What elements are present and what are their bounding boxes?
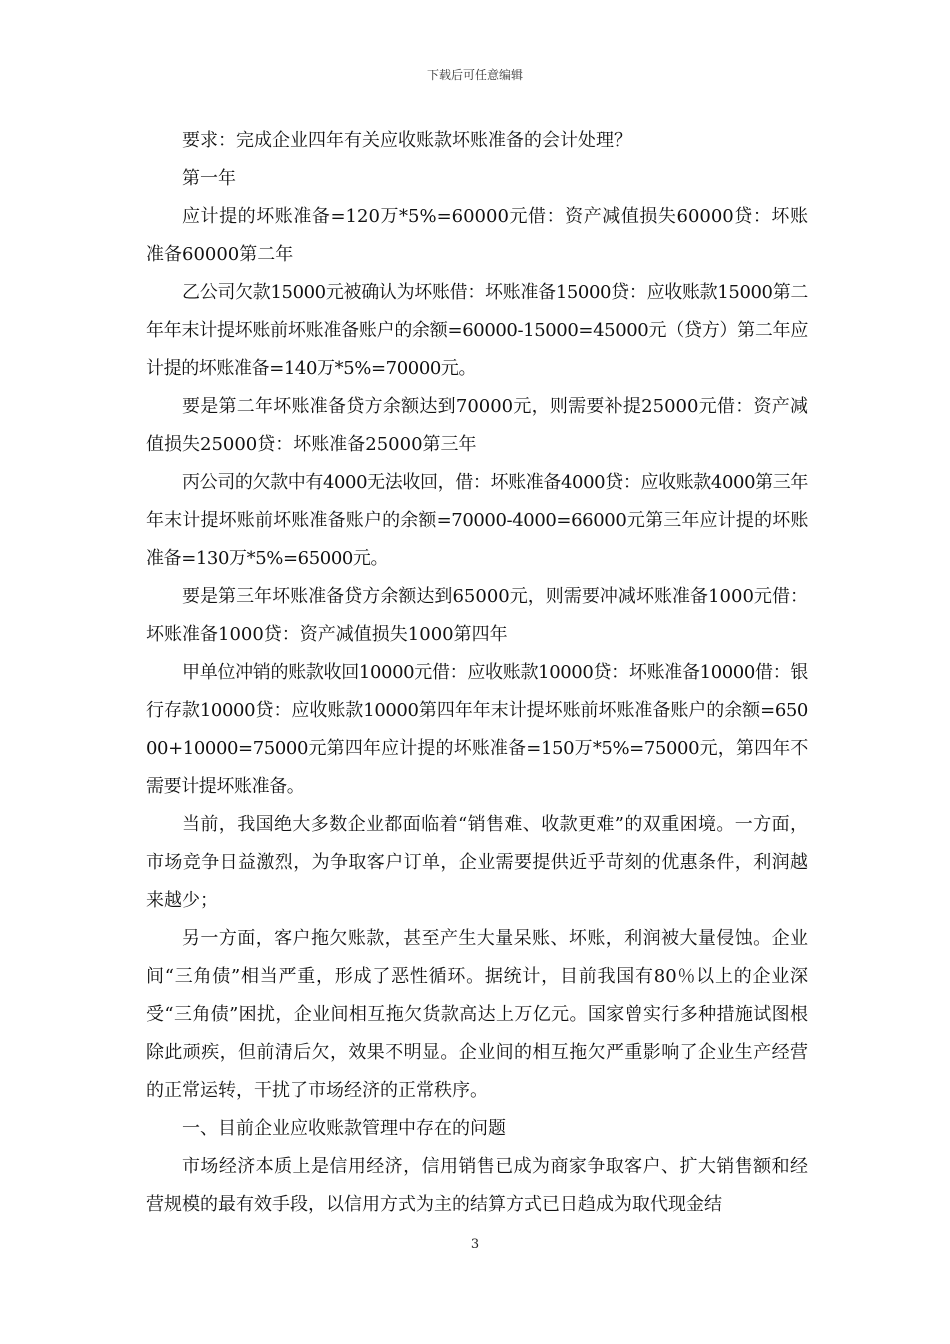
- paragraph-year-three: 丙公司的欠款中有4000无法收回，借：坏账准备4000贷：应收账款4000第三年年末计提坏账前坏账准备账户的余额=70000-4000=66000元第三年应计提的坏账准备=130万*5%=65000元。: [146, 472, 808, 569]
- paragraph-year-two: 乙公司欠款15000元被确认为坏账借：坏账准备15000贷：应收账款15000第二年年末计提坏账前坏账准备账户的余额=60000-15000=45000元（贷方）第二年应计提的坏账准备=140万*5%=70000元。: [146, 282, 808, 379]
- document-body: [146, 122, 808, 1224]
- page-number: 3: [470, 1237, 480, 1252]
- paragraph-year-one-heading: 第一年: [182, 168, 236, 189]
- paragraph-other-side: 另一方面，客户拖欠账款，甚至产生大量呆账、坏账，利润被大量侵蚀。企业间“三角债”相当严重，形成了恶性循环。据统计，目前我国有80％以上的企业深受“三角债”困扰，企业间相互拖欠货款高达上万亿元。国家曾实行多种措施试图根除此顽疾，但前清后欠，效果不明显。企业间的相互拖欠严重影响了企业生产经营的正常运转，干扰了市场经济的正常秩序。: [146, 928, 808, 1101]
- paragraph-credit-economy: 市场经济本质上是信用经济，信用销售已成为商家争取客户、扩大销售额和经营规模的最有效手段，以信用方式为主的结算方式已日趋成为取代现金结: [146, 1156, 808, 1215]
- paragraph-year-four: 甲单位冲销的账款收回10000元借：应收账款10000贷：坏账准备10000借：银行存款10000贷：应收账款10000第四年年末计提坏账前坏账准备账户的余额=65000+10000=75000元第四年应计提的坏账准备=150万*5%=75000元，第四年不需要计提坏账准备。: [146, 662, 808, 797]
- paragraph-year-two-supplement: 要是第二年坏账准备贷方余额达到70000元，则需要补提25000元借：资产减值损失25000贷：坏账准备25000第三年: [146, 396, 808, 455]
- paragraph-year-three-reduction: 要是第三年坏账准备贷方余额达到65000元，则需要冲减坏账准备1000元借：坏账准备1000贷：资产减值损失1000第四年: [146, 586, 808, 645]
- paragraph-requirement: 要求：完成企业四年有关应收账款坏账准备的会计处理？: [182, 130, 632, 151]
- section-heading-problems: 一、目前企业应收账款管理中存在的问题: [182, 1118, 506, 1139]
- page-header: 下载后可任意编辑: [426, 68, 523, 82]
- paragraph-current-situation: 当前，我国绝大多数企业都面临着“销售难、收款更难”的双重困境。一方面，市场竞争日益激烈，为争取客户订单，企业需要提供近乎苛刻的优惠条件，利润越来越少；: [146, 814, 808, 911]
- paragraph-year-one: 应计提的坏账准备=120万*5%=60000元借：资产减值损失60000贷：坏账准备60000第二年: [146, 206, 808, 265]
